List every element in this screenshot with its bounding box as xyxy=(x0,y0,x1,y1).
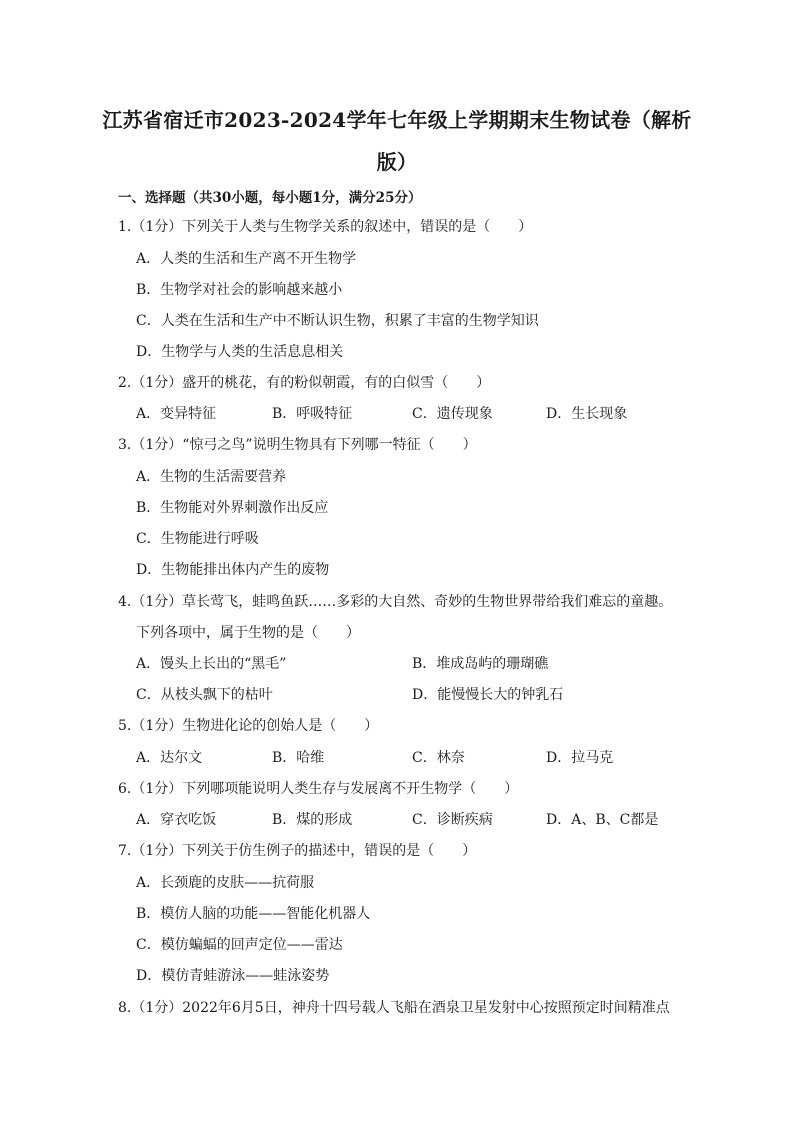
question-1-stem: 1.（1分）下列关于人类与生物学关系的叙述中，错误的是（ ） xyxy=(118,219,533,235)
question-3-option-c: C．生物能进行呼吸 xyxy=(136,531,259,547)
question-4-stem-continued: 下列各项中，属于生物的是（ ） xyxy=(136,625,360,641)
page-title-continued: 版） xyxy=(376,150,418,174)
question-5-option-d: D．拉马克 xyxy=(546,750,614,766)
question-4-option-d: D．能慢慢长大的钟乳石 xyxy=(412,687,564,703)
question-6-option-a: A．穿衣吃饭 xyxy=(136,812,217,828)
question-3-option-a: A．生物的生活需要营养 xyxy=(136,469,287,485)
question-6-stem: 6.（1分）下列哪项能说明人类生存与发展离不开生物学（ ） xyxy=(118,781,519,797)
question-7-option-a: A．长颈鹿的皮肤——抗荷服 xyxy=(136,875,315,891)
question-7-option-b: B．模仿人脑的功能——智能化机器人 xyxy=(136,906,371,922)
question-2-option-d: D．生长现象 xyxy=(546,406,628,422)
question-3-stem: 3.（1分）“惊弓之鸟”说明生物具有下列哪一特征（ ） xyxy=(118,437,477,453)
question-2-option-c: C．遗传现象 xyxy=(412,406,493,422)
question-2-option-a: A．变异特征 xyxy=(136,406,217,422)
question-4-option-c: C．从枝头飘下的枯叶 xyxy=(136,687,273,703)
question-4-option-b: B．堆成岛屿的珊瑚礁 xyxy=(412,656,549,672)
question-4-option-a: A．馒头上长出的“黑毛” xyxy=(136,656,287,672)
question-6-option-b: B．煤的形成 xyxy=(272,812,353,828)
question-1-option-c: C．人类在生活和生产中不断认识生物，积累了丰富的生物学知识 xyxy=(136,313,539,329)
question-7-stem: 7.（1分）下列关于仿生例子的描述中，错误的是（ ） xyxy=(118,843,477,859)
question-4-stem: 4.（1分）草长莺飞，蛙鸣鱼跃……多彩的大自然、奇妙的生物世界带给我们难忘的童趣。 xyxy=(118,594,673,610)
question-1-option-b: B．生物学对社会的影响越来越小 xyxy=(136,282,343,298)
question-3-option-d: D．生物能排出体内产生的废物 xyxy=(136,562,330,578)
question-5-option-b: B．哈维 xyxy=(272,750,325,766)
question-6-option-c: C．诊断疾病 xyxy=(412,812,493,828)
question-5-option-a: A．达尔文 xyxy=(136,750,203,766)
question-7-option-c: C．模仿蝙蝠的回声定位——雷达 xyxy=(136,937,343,953)
question-5-stem: 5.（1分）生物进化论的创始人是（ ） xyxy=(118,718,379,734)
question-6-option-d: D．A、B、C都是 xyxy=(546,812,659,828)
question-3-option-b: B．生物能对外界刺激作出反应 xyxy=(136,500,329,516)
question-8-stem: 8.（1分）2022年6月5日，神舟十四号载人飞船在酒泉卫星发射中心按照预定时间精准点 xyxy=(118,1000,670,1016)
question-1-option-d: D．生物学与人类的生活息息相关 xyxy=(136,344,344,360)
question-5-option-c: C．林奈 xyxy=(412,750,465,766)
question-1-option-a: A．人类的生活和生产离不开生物学 xyxy=(136,251,357,267)
section-header: 一、选择题（共30小题，每小题1分，满分25分） xyxy=(118,190,422,206)
question-2-option-b: B．呼吸特征 xyxy=(272,406,353,422)
question-2-stem: 2.（1分）盛开的桃花，有的粉似朝霞，有的白似雪（ ） xyxy=(118,375,491,391)
question-7-option-d: D．模仿青蛙游泳——蛙泳姿势 xyxy=(136,968,330,984)
page-title: 江苏省宿迁市2023-2024学年七年级上学期期末生物试卷（解析 xyxy=(102,108,692,132)
